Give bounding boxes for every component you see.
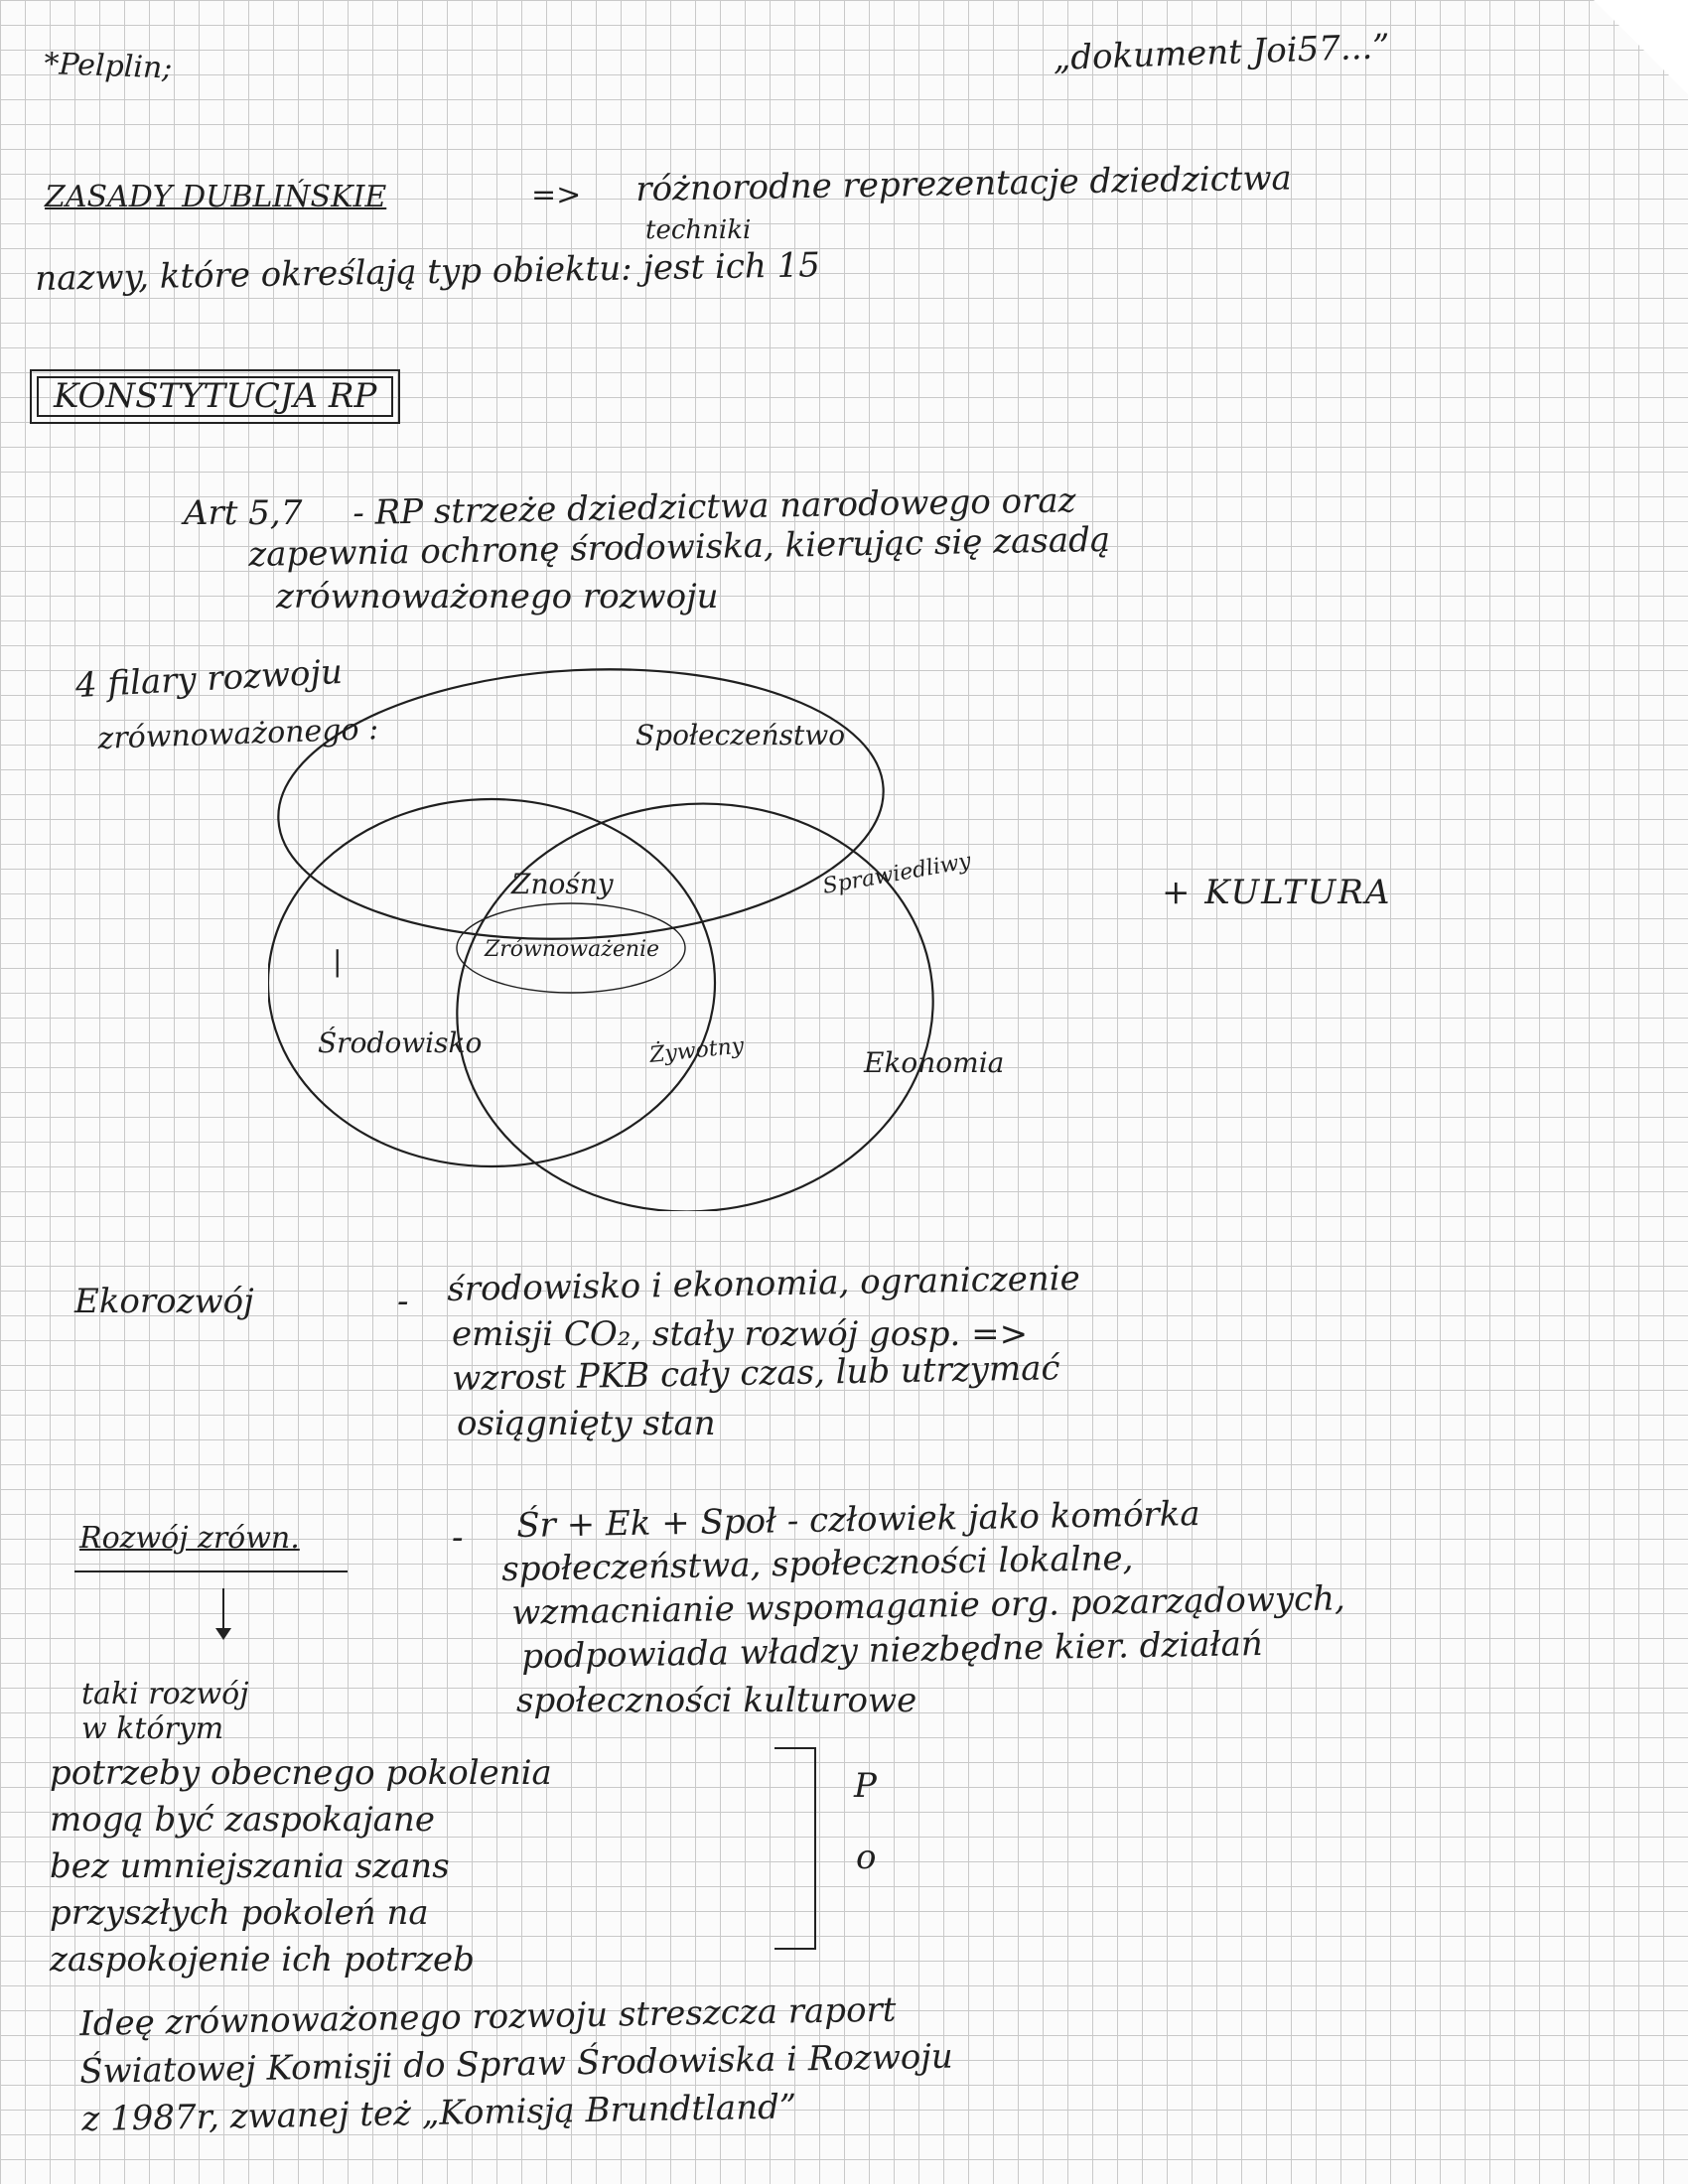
document-note: „dokument Joi57...” — [1052, 27, 1391, 78]
environment-label: Środowisko — [318, 1026, 483, 1059]
article-line2: zapewnia ochronę środowiska, kierując się zasadą — [247, 519, 1111, 575]
dublin-line1b: techniki — [645, 215, 752, 245]
ekorozwoj-dash: - — [397, 1282, 409, 1321]
rozwoj-underline — [74, 1570, 348, 1572]
environment-circle — [268, 799, 715, 1166]
definition-line: zaspokojenie ich potrzeb — [50, 1940, 475, 1980]
rozwoj-term: Rozwój zrówn. — [79, 1521, 300, 1556]
margin-note-1: P — [854, 1766, 877, 1806]
definition-line: taki rozwój — [81, 1677, 249, 1711]
ekorozwoj-line2: emisji CO₂, stały rozwój gosp. => — [452, 1314, 1029, 1354]
definition-line: w którym — [81, 1710, 224, 1746]
definition-line: potrzeby obecnego pokolenia — [50, 1753, 552, 1793]
rozwoj-line5: społeczności kulturowe — [516, 1681, 917, 1720]
rozwoj-dash: - — [452, 1518, 464, 1558]
pillars-line1: 4 filary rozwoju — [73, 651, 344, 706]
folded-corner — [1594, 0, 1688, 94]
rozwoj-line1: Śr + Ek + Społ - człowiek jako komórka — [515, 1493, 1200, 1546]
sustainable-label: Zrównoważenie — [485, 937, 660, 962]
rozwoj-line2: społeczeństwa, społeczności lokalne, — [500, 1538, 1134, 1589]
viable-label: Żywotny — [648, 1033, 746, 1068]
rozwoj-line3: wzmacnianie wspomaganie org. pozarządowych, — [510, 1578, 1346, 1633]
definition-line: mogą być zaspokajane — [50, 1800, 435, 1841]
dublin-line1: różnorodne reprezentacje dziedzictwa — [634, 158, 1293, 209]
dublin-arrow: => — [531, 178, 582, 212]
economy-label: Ekonomia — [864, 1046, 1005, 1079]
location-note: *Pelplin; — [43, 47, 173, 86]
rozwoj-line4: podpowiada władzy niezbędne kier. działań — [520, 1623, 1264, 1677]
ekorozwoj-line4: osiągnięty stan — [457, 1404, 716, 1443]
equitable-label: Sprawiedliwy — [820, 849, 973, 899]
idea-line3: z 1987r, zwanej też „Komisją Brundtland” — [80, 2087, 797, 2139]
article-line1: - RP strzeże dziedzictwa narodowego oraz — [352, 480, 1076, 533]
down-arrow — [222, 1588, 224, 1636]
definition-bracket — [774, 1747, 816, 1950]
society-label: Społeczeństwo — [635, 719, 846, 751]
ekorozwoj-term: Ekorozwój — [74, 1282, 254, 1321]
definition-line: przyszłych pokoleń na — [50, 1893, 429, 1934]
dublin-line2: nazwy, które określają typ obiektu: jest ich 15 — [34, 245, 821, 299]
definition-block — [50, 1677, 552, 1980]
ekorozwoj-line1: środowisko i ekonomia, ograniczenie — [446, 1258, 1081, 1309]
idea-line2: Światowej Komisji do Spraw Środowiska i Rozwoju — [78, 2036, 954, 2092]
article-line3: zrównoważonego rozwoju — [276, 577, 719, 616]
plus-culture: + KULTURA — [1162, 873, 1392, 912]
pillars-line2: zrównoważonego : — [96, 712, 379, 756]
article-number: Art 5,7 — [184, 493, 303, 533]
definition-line: bez umniejszania szans — [50, 1846, 450, 1887]
constitution-title: KONSTYTUCJA RP — [30, 369, 400, 424]
idea-line1: Ideę zrównoważonego rozwoju streszcza raport — [78, 1989, 897, 2044]
margin-note-2: o — [856, 1838, 877, 1877]
society-circle — [271, 655, 890, 954]
venn-mark: | — [333, 945, 343, 978]
economy-circle — [437, 780, 953, 1211]
bearable-label: Znośny — [511, 868, 614, 900]
ekorozwoj-line3: wzrost PKB cały czas, lub utrzymać — [451, 1348, 1060, 1399]
dublin-title: ZASADY DUBLIŃSKIE — [45, 180, 387, 214]
venn-diagram — [268, 655, 1142, 1211]
